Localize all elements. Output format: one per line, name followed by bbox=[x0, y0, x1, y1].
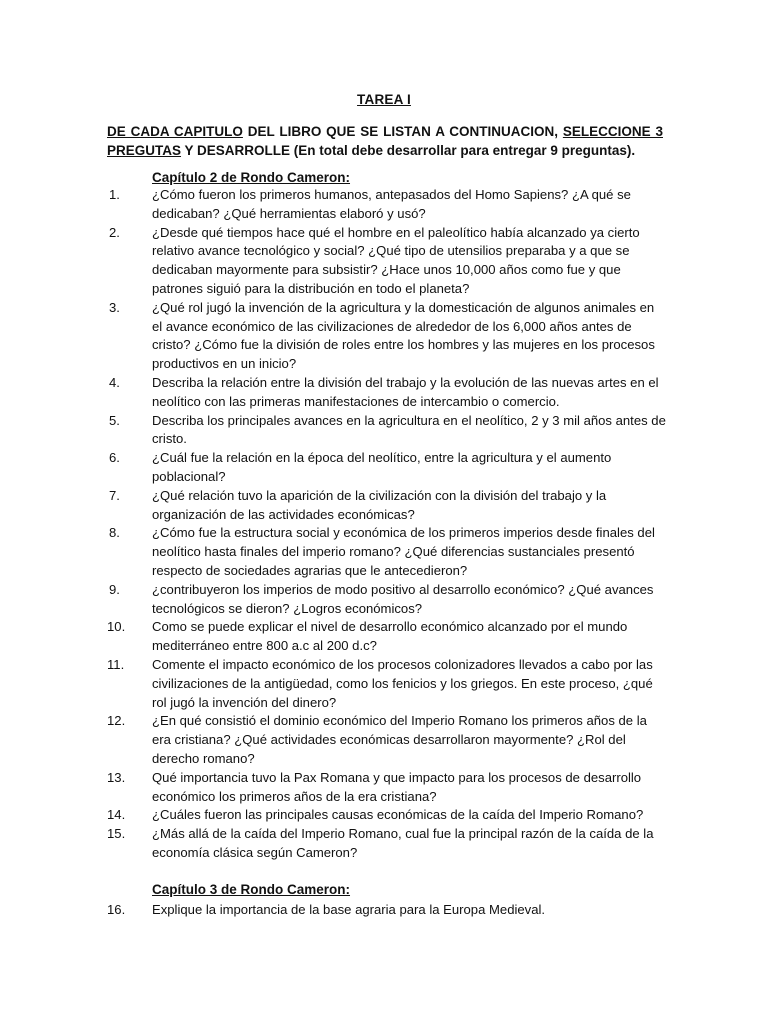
question-list-chapter-3 bbox=[107, 901, 667, 920]
question-number: 15. bbox=[107, 826, 126, 842]
section-heading-chapter-3: Capítulo 3 de Rondo Cameron: bbox=[152, 882, 351, 897]
document-title: TAREA I bbox=[357, 92, 411, 107]
question-item bbox=[107, 581, 667, 619]
question-number: 5. bbox=[109, 412, 120, 428]
question-item bbox=[107, 524, 667, 580]
question-text: Describa la relación entre la división del trabajo y la evolución de las nuevas artes en el neolítico con las primeras manifestaciones de intercambio o comercio. bbox=[152, 374, 659, 409]
question-text: Describa los principales avances en la agricultura en el neolítico, 2 y 3 mil años antes de cristo. bbox=[152, 412, 666, 447]
question-number: 14. bbox=[107, 807, 126, 823]
question-text: ¿Más allá de la caída del Imperio Romano, cual fue la principal razón de la caída de la economía clásica según Cameron? bbox=[152, 826, 654, 860]
question-item bbox=[107, 186, 667, 224]
instructions-paragraph bbox=[107, 122, 663, 160]
question-text: ¿Cómo fueron los primeros humanos, antepasados del Homo Sapiens? ¿A qué se dedicaban? ¿Qué herramientas elaboró y usó? bbox=[152, 187, 631, 221]
instructions-part-3: SELECCIONE 3 PREGUTAS bbox=[107, 124, 663, 158]
question-item bbox=[107, 806, 667, 825]
question-text: ¿Cómo fue la estructura social y económica de los primeros imperios desde finales del neolítico hasta finales del imperio romano? ¿Qué diferencias sustanciales presentó respecto de sociedades agrarias que le antecedieron? bbox=[152, 525, 655, 578]
question-number: 11. bbox=[107, 656, 125, 672]
question-item bbox=[107, 901, 667, 920]
question-number: 10. bbox=[107, 619, 126, 635]
question-list-chapter-2 bbox=[107, 186, 667, 863]
question-number: 9. bbox=[109, 581, 120, 597]
question-item bbox=[107, 299, 667, 374]
question-item bbox=[107, 769, 667, 807]
question-text: Explique la importancia de la base agraria para la Europa Medieval. bbox=[152, 902, 546, 917]
question-item bbox=[107, 374, 667, 412]
question-item bbox=[107, 656, 667, 712]
section-heading-chapter-2: Capítulo 2 de Rondo Cameron: bbox=[152, 170, 351, 185]
question-item bbox=[107, 412, 667, 450]
question-item bbox=[107, 712, 667, 768]
question-item bbox=[107, 224, 667, 299]
question-number: 16. bbox=[107, 902, 126, 917]
question-text: ¿Cuál fue la relación en la época del neolítico, entre la agricultura y el aumento poblacional? bbox=[152, 450, 612, 484]
question-text: ¿Desde qué tiempos hace qué el hombre en el paleolítico había alcanzado ya cierto relativo avance tecnológico y social? ¿Qué tipo de utensilios preparaba y a que se dedicaban mayormente para subsistir? ¿Hace unos 10,000 años como fue y que patrones siguió para la distribución en todo el planeta? bbox=[152, 224, 640, 296]
instructions-part-4: Y DESARROLLE (En total debe desarrollar para entregar 9 preguntas). bbox=[181, 143, 636, 158]
question-number: 4. bbox=[109, 374, 120, 390]
question-number: 12. bbox=[107, 713, 126, 729]
question-item bbox=[107, 487, 667, 525]
question-number: 8. bbox=[109, 525, 120, 541]
question-item bbox=[107, 618, 667, 656]
question-number: 3. bbox=[109, 299, 120, 315]
question-text: ¿contribuyeron los imperios de modo positivo al desarrollo económico? ¿Qué avances tecnológicos se dieron? ¿Logros económicos? bbox=[152, 581, 654, 616]
question-number: 7. bbox=[109, 487, 120, 503]
question-number: 1. bbox=[109, 187, 120, 202]
question-number: 2. bbox=[109, 224, 120, 240]
question-text: ¿Qué relación tuvo la aparición de la civilización con la división del trabajo y la organización de las actividades económicas? bbox=[152, 487, 607, 522]
question-text: ¿En qué consistió el dominio económico del Imperio Romano los primeros años de la era cristiana? ¿Qué actividades económicas desarrollaron mayormente? ¿Rol del derecho romano? bbox=[152, 713, 647, 766]
question-item bbox=[107, 449, 667, 487]
question-text: ¿Cuáles fueron las principales causas económicas de la caída del Imperio Romano? bbox=[152, 807, 644, 823]
question-item bbox=[107, 825, 667, 863]
instructions-part-1: DE CADA CAPITULO bbox=[107, 124, 243, 139]
question-number: 6. bbox=[109, 450, 120, 466]
question-text: ¿Qué rol jugó la invención de la agricultura y la domesticación de algunos animales en el avance económico de las civilizaciones de alrededor de los 6,000 años antes de cristo? ¿Cómo fue la división de roles entre los hombres y las mujeres en los procesos productivos en un inicio? bbox=[152, 299, 655, 372]
question-text: Qué importancia tuvo la Pax Romana y que impacto para los procesos de desarrollo económico los primeros años de la era cristiana? bbox=[152, 769, 642, 804]
question-number: 13. bbox=[107, 769, 126, 785]
question-text: Como se puede explicar el nivel de desarrollo económico alcanzado por el mundo mediterráneo entre 800 a.c al 200 d.c? bbox=[152, 619, 628, 654]
instructions-part-2: DEL LIBRO QUE SE LISTAN A CONTINUACION, bbox=[242, 124, 563, 139]
question-text: Comente el impacto económico de los procesos colonizadores llevados a cabo por las civilizaciones de la antigüedad, como los fenicios y los griegos. En este proceso, ¿qué rol jugó la invención del dinero? bbox=[152, 656, 653, 710]
